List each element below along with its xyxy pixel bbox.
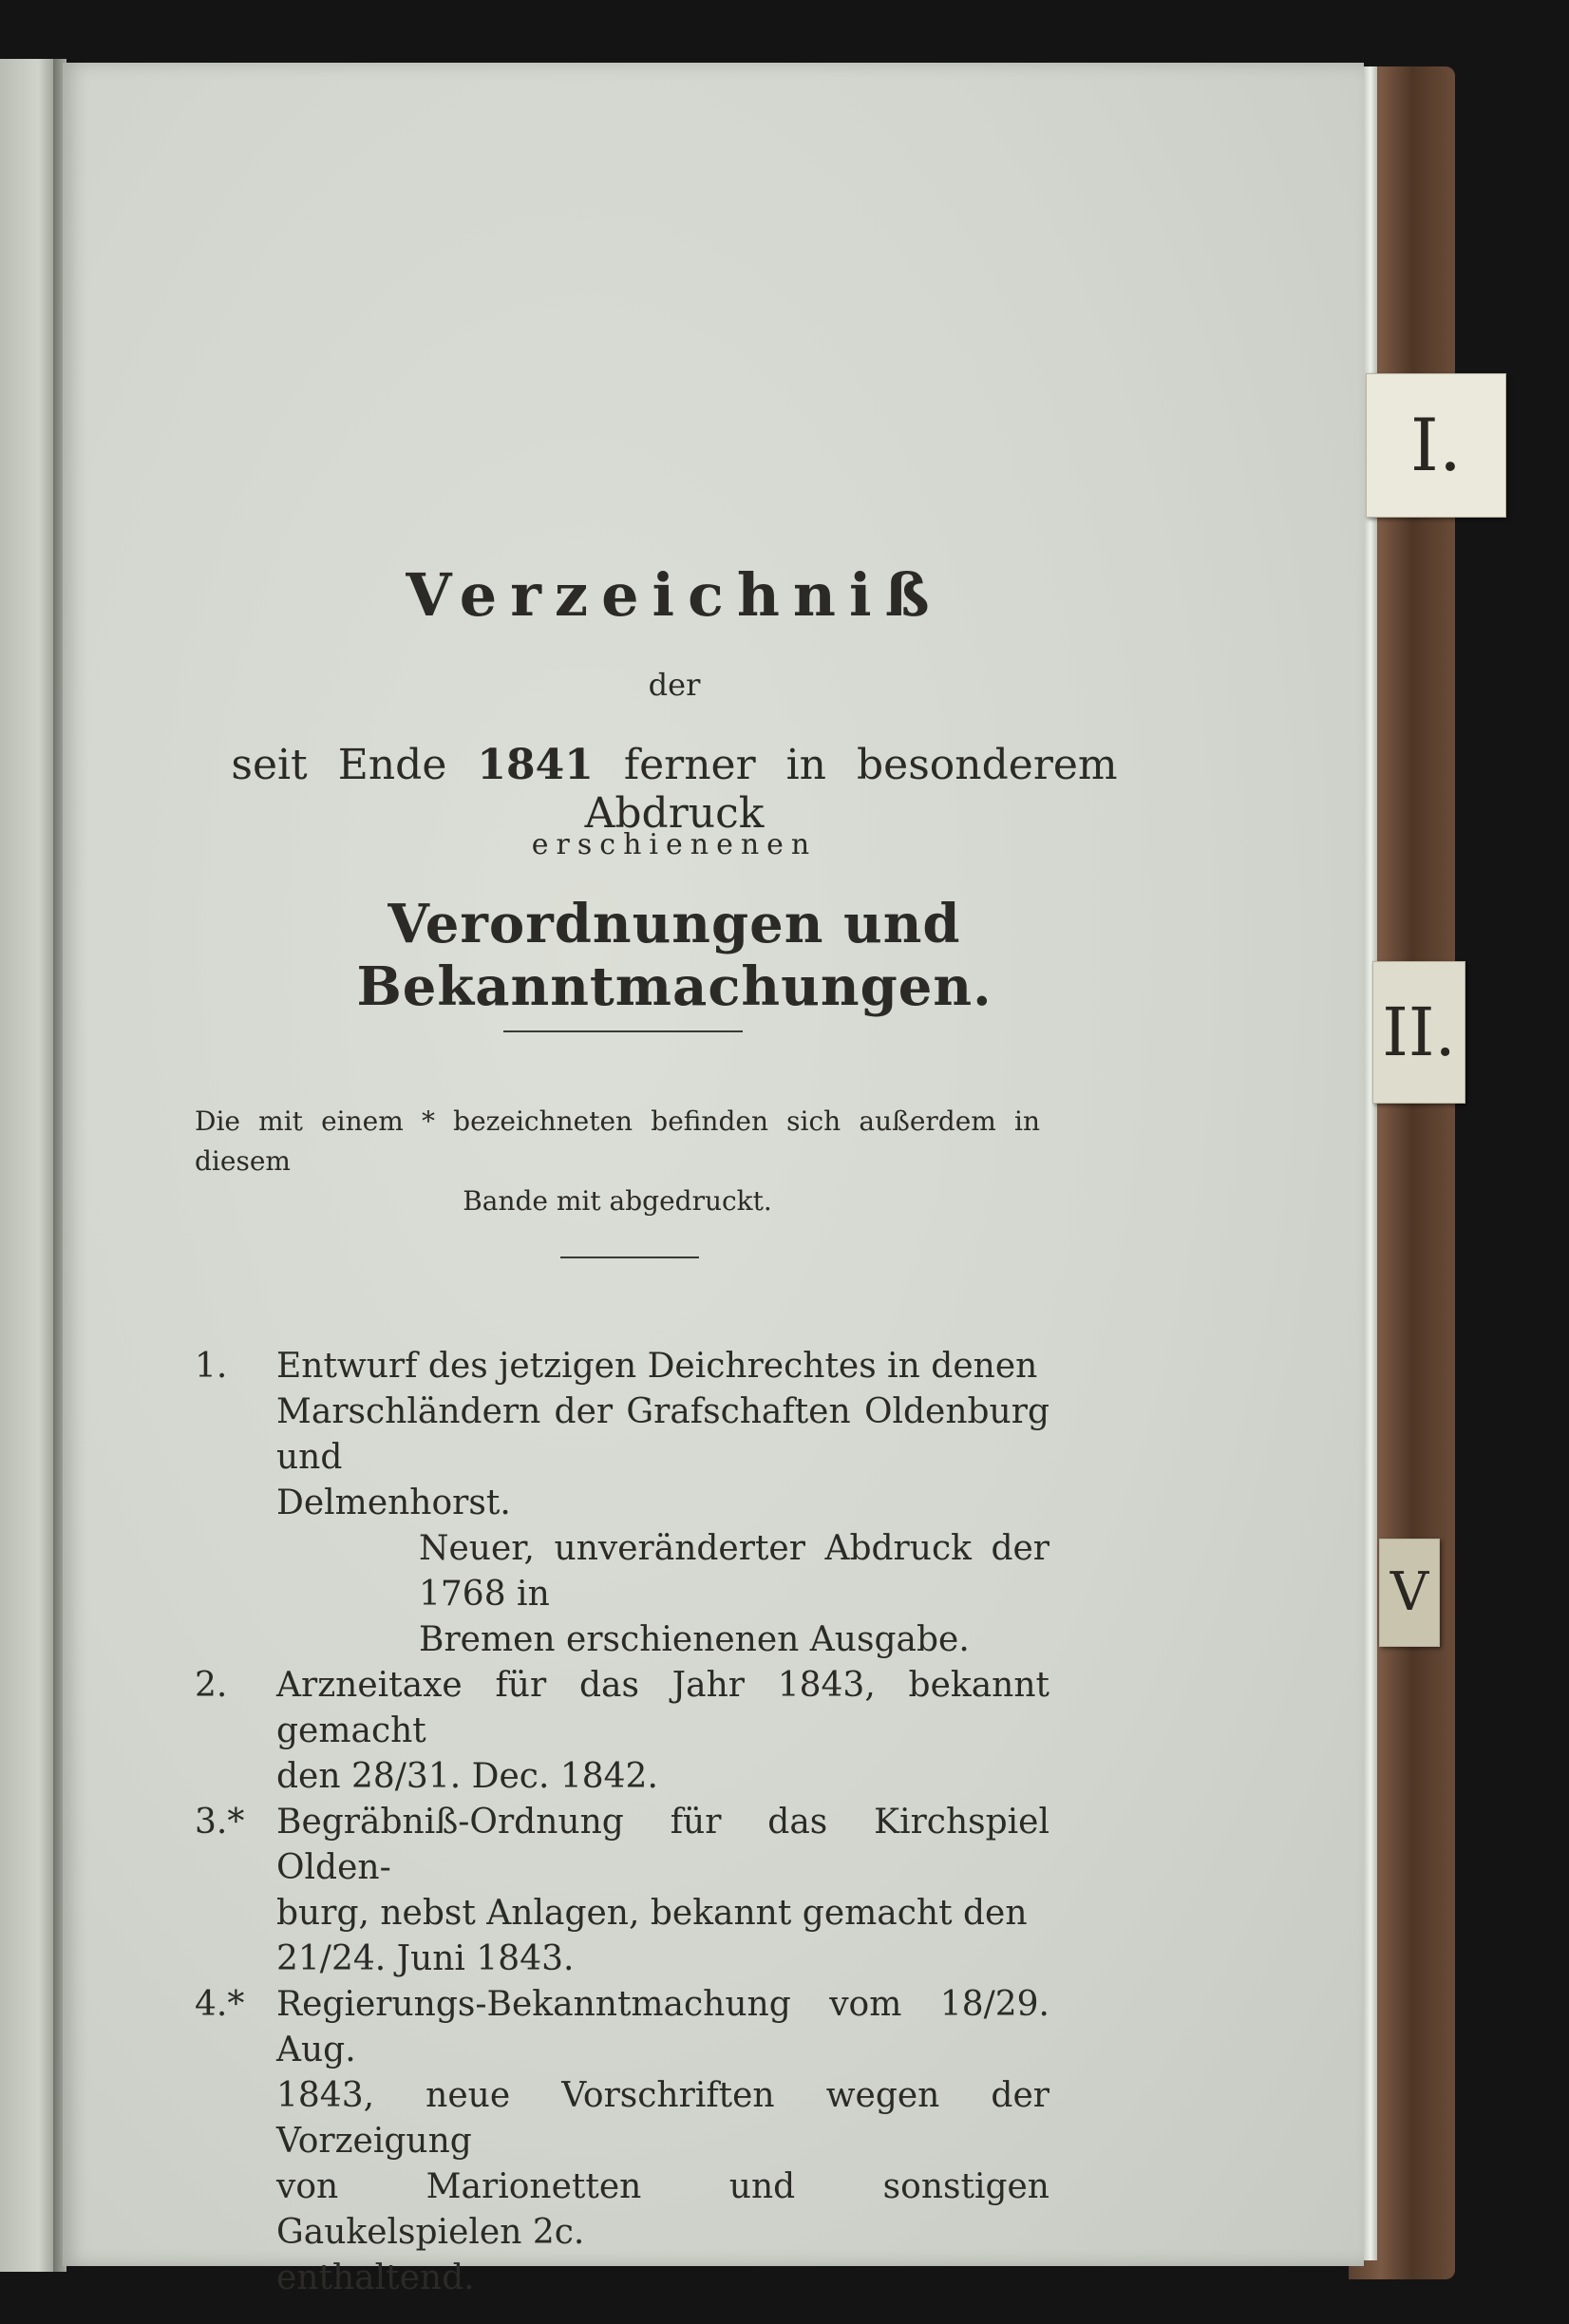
entry-number: 1. [195,1347,228,1386]
subtitle-der: der [648,667,701,703]
entry-note-line: Neuer, unveränderter Abdruck der 1768 in [419,1529,1049,1614]
entry-line: 1843, neue Vorschriften wegen der Vorzeigung [276,2076,1049,2161]
entry-number: 2. [195,1666,228,1705]
page-title: Verzeichniß [406,560,943,630]
list-item [195,1344,1049,1663]
index-tab-1[interactable]: I. [1366,373,1506,518]
entry-line: Delmenhorst. [276,1483,511,1522]
entry-line: von Marionetten und sonstigen Gaukelspielen 2c. [276,2167,1049,2252]
index-tab-3[interactable]: V [1379,1539,1440,1647]
index-tab-2[interactable]: II. [1372,961,1465,1104]
divider-rule [503,1030,743,1032]
left-page-edge [0,59,55,2272]
subtitle-line-post: ferner in besonderem Abdruck [584,741,1118,838]
entry-line: Regierungs-Bekanntmachung vom 18/29. Aug. [276,1985,1049,2069]
note-line-2: Bande mit abgedruckt. [463,1185,772,1217]
entry-line: Arzneitaxe für das Jahr 1843, bekannt gemacht [276,1666,1049,1750]
subtitle-year: 1841 [477,741,594,789]
entry-line: Marschländern der Grafschaften Oldenburg und [276,1392,1049,1477]
entry-list [195,1344,1049,2301]
subtitle-line [190,741,1159,838]
list-item [195,1800,1049,1982]
entry-line: burg, nebst Anlagen, bekannt gemacht den [276,1894,1028,1933]
divider-rule-short [560,1256,699,1258]
entry-number: 4.* [195,1985,245,2024]
entry-line: Entwurf des jetzigen Deichrechtes in denen [276,1347,1038,1386]
entry-note-line: Bremen erschienenen Ausgabe. [419,1620,970,1659]
entry-line: Begräbniß-Ordnung für das Kirchspiel Olden- [276,1803,1049,1887]
entry-number: 3.* [195,1803,245,1842]
entry-line: den 28/31. Dec. 1842. [276,1757,658,1796]
entry-line: 21/24. Juni 1843. [276,1939,575,1978]
subtitle-erschienenen: erschienenen [531,828,818,861]
subtitle-line-pre: seit Ende [231,741,447,789]
note-line-1: Die mit einem * bezeichneten befinden sich außerdem in diesem [195,1105,1040,1177]
entry-line: enthaltend. [276,2258,475,2297]
heading-verordnungen: Verordnungen und Bekanntmachungen. [356,893,992,1018]
list-item [195,1663,1049,1800]
list-item [195,1982,1049,2301]
note-paragraph [195,1102,1040,1221]
